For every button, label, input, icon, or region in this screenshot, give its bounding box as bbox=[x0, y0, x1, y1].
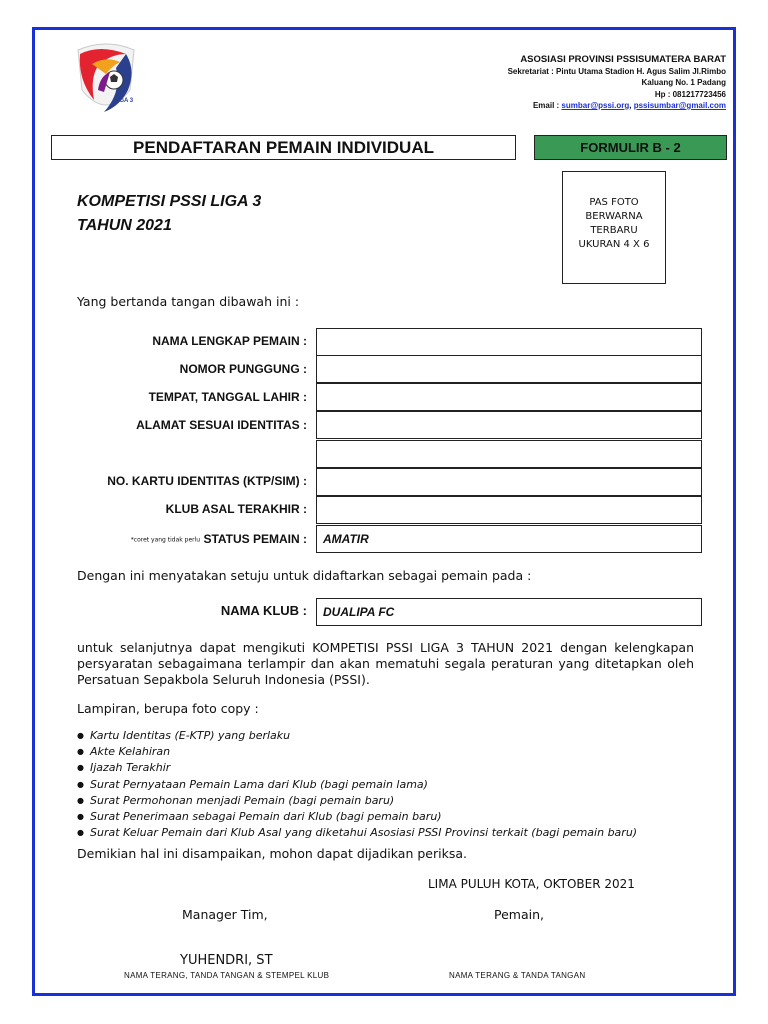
attachments-intro: Lampiran, berupa foto copy : bbox=[77, 701, 259, 716]
full-name-field[interactable] bbox=[316, 328, 702, 356]
competition-line-2: TAHUN 2021 bbox=[77, 217, 172, 234]
logo-text: LIGA 3 bbox=[114, 98, 134, 104]
label-id-number: NO. KARTU IDENTITAS (KTP/SIM) : bbox=[107, 474, 307, 488]
address-field-line-1[interactable] bbox=[316, 411, 702, 439]
label-birth-place-date: TEMPAT, TANGGAL LAHIR : bbox=[148, 390, 307, 404]
email-link-2[interactable]: pssisumbar@gmail.com bbox=[633, 101, 726, 110]
list-item: ● Kartu Identitas (E-KTP) yang berlaku bbox=[77, 728, 637, 744]
photo-text-1: PAS FOTO bbox=[589, 197, 639, 208]
photo-text-2: BERWARNA bbox=[585, 211, 643, 222]
body-paragraph: untuk selanjutnya dapat mengikuti KOMPETISI PSSI LIGA 3 TAHUN 2021 dengan kelengkapan persyaratan sebagaimana terlampir dan akan mematuhi segala peraturan yang ditetapkan oleh Persatuan Sepakbola Seluruh Indonesia (PSSI). bbox=[77, 640, 694, 687]
org-address-2: Kaluang No. 1 Padang bbox=[641, 78, 726, 87]
player-label: Pemain, bbox=[494, 907, 544, 922]
label-club-name: NAMA KLUB : bbox=[220, 603, 307, 618]
list-item: ● Surat Pernyataan Pemain Lama dari Klub (bagi pemain lama) bbox=[77, 777, 637, 793]
intro-text: Yang bertanda tangan dibawah ini : bbox=[77, 294, 300, 309]
org-name: ASOSIASI PROVINSI PSSISUMATERA BARAT bbox=[520, 54, 726, 65]
org-email bbox=[508, 100, 726, 112]
org-phone: Hp : 081217723456 bbox=[654, 89, 726, 99]
label-full-name: NAMA LENGKAP PEMAIN : bbox=[152, 334, 307, 348]
list-item: ● Surat Keluar Pemain dari Klub Asal yang diketahui Asosiasi PSSI Provinsi terkait (bagi pemain baru) bbox=[77, 825, 637, 841]
place-date: LIMA PULUH KOTA, OKTOBER 2021 bbox=[428, 877, 635, 891]
manager-label: Manager Tim, bbox=[182, 907, 268, 922]
closing-text: Demikian hal ini disampaikan, mohon dapat dijadikan periksa. bbox=[77, 846, 467, 861]
form-code-badge: FORMULIR B - 2 bbox=[534, 135, 727, 160]
email-link-1[interactable]: sumbar@pssi.org bbox=[561, 101, 630, 110]
club-name-field[interactable]: DUALIPA FC bbox=[316, 598, 702, 626]
photo-text-3: TERBARU bbox=[590, 225, 638, 236]
list-item: ● Ijazah Terakhir bbox=[77, 760, 637, 776]
email-label: Email : bbox=[532, 101, 560, 110]
org-address-1: Sekretariat : Pintu Utama Stadion H. Agus Salim Jl.Rimbo bbox=[507, 66, 726, 76]
agreement-text: Dengan ini menyatakan setuju untuk didaftarkan sebagai pemain pada : bbox=[77, 568, 532, 583]
birth-place-date-field[interactable] bbox=[316, 383, 702, 411]
label-jersey-number: NOMOR PUNGGUNG : bbox=[179, 362, 307, 376]
photo-text-4: UKURAN 4 X 6 bbox=[578, 239, 650, 250]
attachments-list bbox=[77, 728, 637, 841]
manager-name: YUHENDRI, ST bbox=[180, 953, 273, 968]
list-item: ● Surat Penerimaan sebagai Pemain dari Klub (bagi pemain baru) bbox=[77, 809, 637, 825]
player-signature-note: NAMA TERANG & TANDA TANGAN bbox=[449, 971, 586, 980]
list-item: ● Surat Permohonan menjadi Pemain (bagi pemain baru) bbox=[77, 793, 637, 809]
label-address: ALAMAT SESUAI IDENTITAS : bbox=[136, 418, 307, 432]
previous-club-field[interactable] bbox=[316, 496, 702, 524]
address-field-line-2[interactable] bbox=[316, 440, 702, 468]
liga3-logo bbox=[70, 40, 142, 120]
label-previous-club: KLUB ASAL TERAKHIR : bbox=[165, 502, 307, 516]
label-player-status bbox=[131, 532, 307, 546]
email-separator: , bbox=[629, 101, 632, 110]
player-status-field[interactable]: AMATIR bbox=[316, 525, 702, 553]
id-number-field[interactable] bbox=[316, 468, 702, 496]
manager-signature-note: NAMA TERANG, TANDA TANGAN & STEMPEL KLUB bbox=[124, 971, 330, 980]
status-label-text: STATUS PEMAIN : bbox=[203, 532, 307, 546]
org-header bbox=[508, 54, 726, 112]
jersey-number-field[interactable] bbox=[316, 355, 702, 383]
form-title: PENDAFTARAN PEMAIN INDIVIDUAL bbox=[51, 135, 516, 160]
photo-box bbox=[562, 171, 666, 284]
competition-line-1: KOMPETISI PSSI LIGA 3 bbox=[77, 193, 262, 210]
list-item: ● Akte Kelahiran bbox=[77, 744, 637, 760]
status-note: *coret yang tidak perlu bbox=[130, 536, 201, 544]
